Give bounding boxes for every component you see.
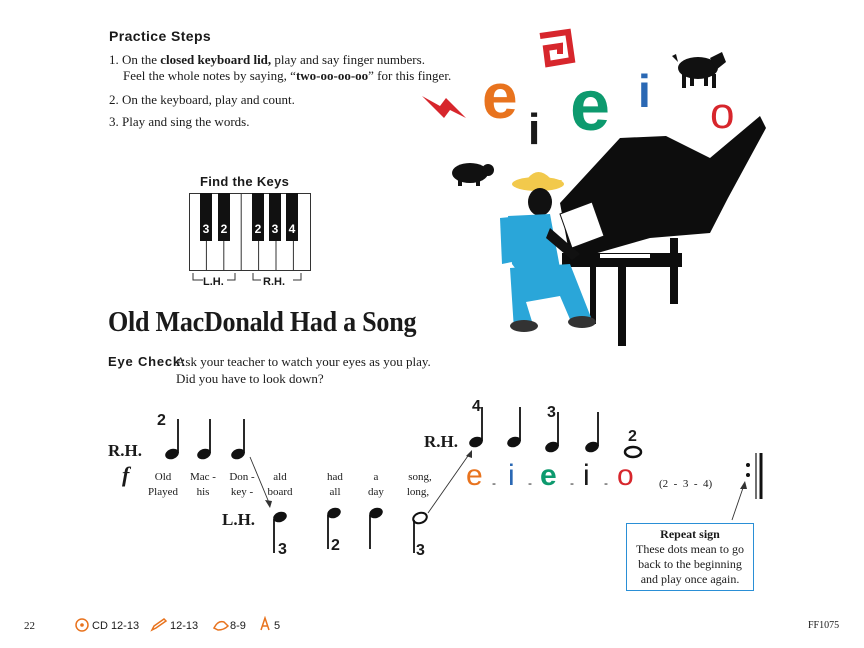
find-the-keys-title: Find the Keys [200,174,290,189]
rh-label-2: R.H. [424,432,458,451]
finger-lh-3b: 3 [416,542,425,559]
pig-icon [452,163,494,186]
repeat-sign-title: Repeat sign [660,527,720,541]
fun-book-icon [257,616,273,632]
footer-pencil: 12-13 [170,620,199,632]
lyric-dash-1: - [492,476,496,490]
lyric-2-1: Played [148,486,178,498]
cd-icon [74,618,90,632]
footer-hands: 8-9 [230,620,246,632]
lyric-2-4: board [267,486,293,498]
lyric-1-2: Mac - [190,471,216,483]
lyric-1-6: a [373,471,379,483]
lh-label: L.H. [222,510,256,529]
step-1: 1. On the closed keyboard lid, play and say finger numbers. [109,52,425,67]
cow-icon [672,52,726,88]
repeat-sign-line-1: These dots mean to go [636,542,744,556]
song-title: Old MacDonald Had a Song [108,306,417,338]
illustration-letter-i2: i [638,65,651,117]
black-key-finger-2: 2 [220,222,228,236]
finger-rh-2b: 2 [628,428,637,445]
repeat-sign-line-2: back to the beginning [638,557,742,571]
red-zigzag-shape [422,96,466,118]
finger-lh-3a: 3 [278,541,287,558]
black-key-finger-3: 2 [254,222,262,236]
finger-lh-2: 2 [331,537,340,554]
repeat-sign-box [626,523,754,591]
lh-key-label: L.H. [203,276,224,288]
lyric-1-7: song, [408,471,432,483]
rh-label-1: R.H. [108,441,142,460]
lyric-i-2: i [583,459,590,492]
lyric-e-1: e [466,459,483,492]
lyric-1-5: had [327,471,343,483]
repeat-sign-line-3: and play once again. [640,572,740,586]
step-3: 3. Play and sing the words. [109,114,250,129]
footer-fun: 5 [274,620,281,632]
illustration-letter-e1: e [482,60,518,132]
lyric-e-2: e [540,459,557,492]
finger-rh-3: 3 [547,404,556,421]
black-key-finger-1: 3 [202,222,210,236]
lyric-o: o [617,459,634,492]
lyric-1-4: ald [273,471,287,483]
step-2: 2. On the keyboard, play and count. [109,92,295,107]
pencil-icon [150,618,168,632]
lyric-dash-3: - [570,476,574,490]
lyric-2-6: day [368,486,384,498]
finger-rh-2: 2 [157,412,166,429]
step-1-line-2: Feel the whole notes by saying, “two-oo-oo-oo” for this finger. [123,68,452,83]
illustration-letter-o: o [710,89,735,138]
illustration-letter-e2: e [570,66,611,146]
black-key-finger-4: 3 [271,222,279,236]
lyric-1-1: Old [154,471,172,483]
illustration-letter-i1: i [528,105,541,154]
page-number: 22 [24,620,35,632]
practice-steps-title: Practice Steps [109,28,212,44]
footer-cd: CD 12-13 [92,620,140,632]
lyric-i-1: i [508,459,515,492]
counting-text: (2 - 3 - 4) [659,478,713,490]
black-key-finger-5: 4 [288,222,296,236]
product-code: FF1075 [808,620,840,631]
lyric-dash-4: - [604,476,608,490]
lyric-1-3: Don - [229,471,255,483]
spiral-shape [540,32,572,64]
eye-check-line-2: Did you have to look down? [176,371,324,386]
forte-dynamic: f [122,462,130,487]
hands-icon [212,618,230,632]
finger-rh-4: 4 [472,398,481,415]
lyric-2-3: key - [230,486,254,498]
lyric-2-2: his [196,486,210,498]
rh-key-label: R.H. [263,276,285,288]
lyric-2-5: all [329,486,341,498]
eye-check-line-1: Ask your teacher to watch your eyes as you play. [176,354,431,369]
eye-check-label: Eye Check: [108,354,187,369]
lyric-dash-2: - [528,476,532,490]
lyric-2-7: long, [406,486,430,498]
